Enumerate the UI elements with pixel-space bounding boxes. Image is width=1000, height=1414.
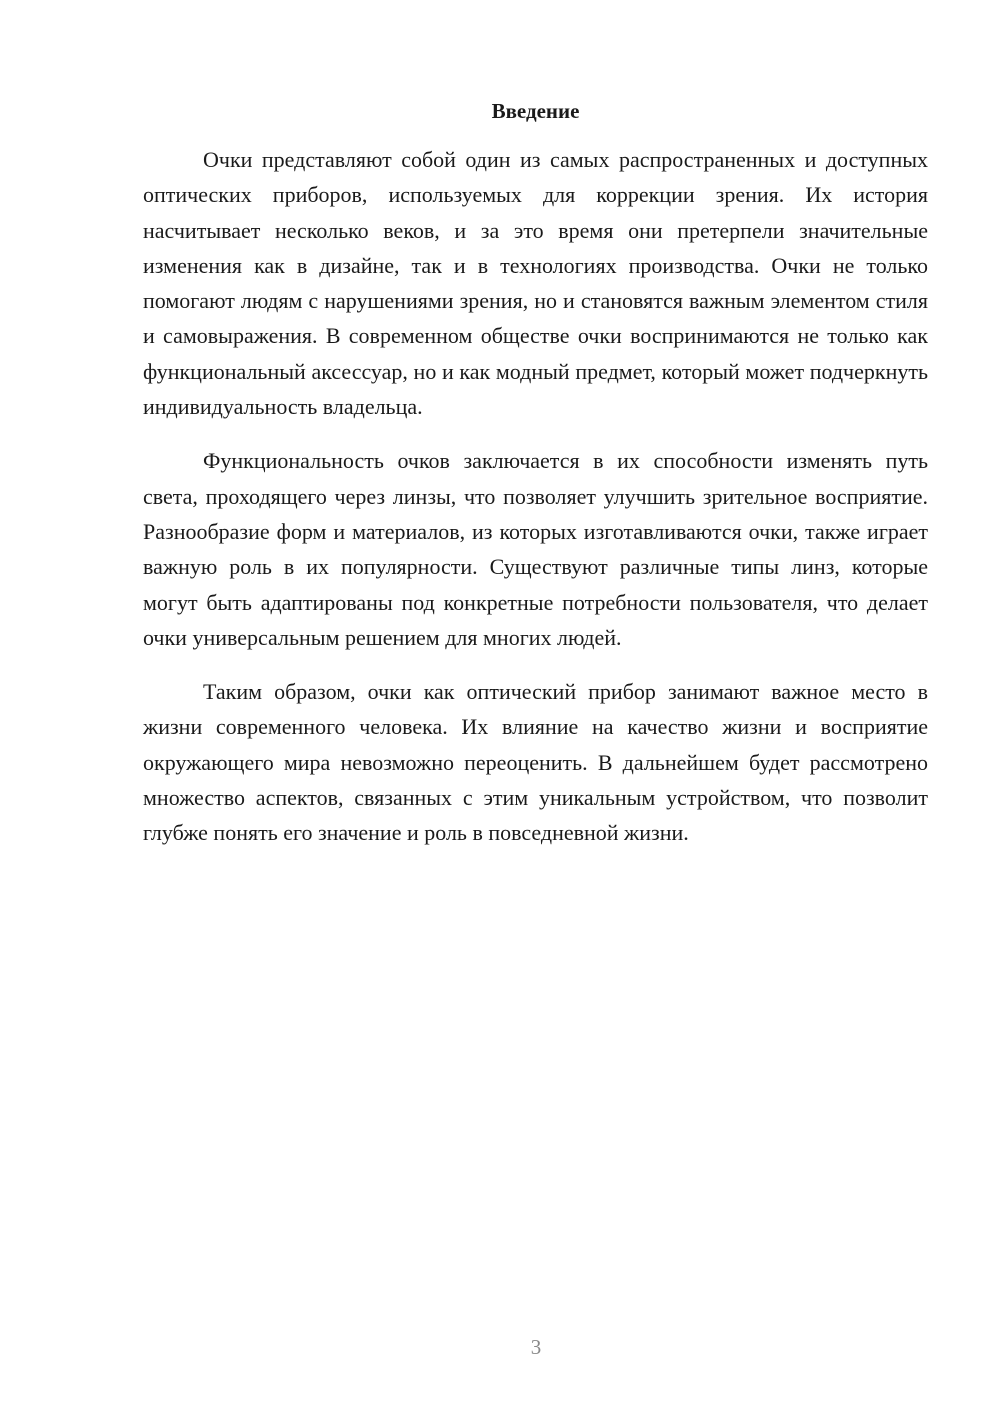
page-number: 3 — [530, 1335, 542, 1359]
section-heading: Введение — [491, 99, 580, 123]
paragraph-2: Функциональность очков заключается в их способности изменять путь света, проходящего через линзы, что позволяет улучшить зрительное восприятие. Разнообразие форм и материалов, из которых изготавливаются очки, также играет важную роль в их популярности. Существуют различные типы линз, которые могут быть адаптированы под конкретные потребности пользователя, что делает очки универсальным решением для многих людей. — [143, 448, 928, 650]
paragraph-1: Очки представляют собой один из самых распространенных и доступных оптических приборов, используемых для коррекции зрения. Их история насчитывает несколько веков, и за это время они претерпели значительные изменения как в дизайне, так и в технологиях производства. Очки не только помогают людям с нарушениями зрения, но и становятся важным элементом стиля и самовыражения. В современном обществе очки воспринимаются не только как функциональный аксессуар, но и как модный предмет, который может подчеркнуть индивидуальность владельца. — [143, 147, 928, 420]
paragraph-3: Таким образом, очки как оптический прибор занимают важное место в жизни современного человека. Их влияние на качество жизни и восприятие окружающего мира невозможно переоценить. В дальнейшем будет рассмотрено множество аспектов, связанных с этим уникальным устройством, что позволит глубже понять его значение и роль в повседневной жизни. — [143, 679, 928, 846]
body-text — [143, 142, 928, 870]
